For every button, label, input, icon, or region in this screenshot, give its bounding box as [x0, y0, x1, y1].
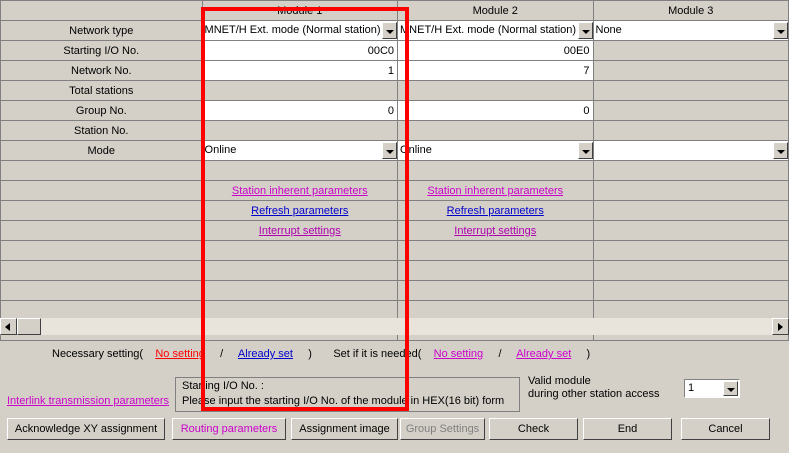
hint-title: Starting I/O No. :	[182, 380, 264, 392]
refresh-parameters-module-1[interactable]	[202, 201, 397, 221]
station-no-module-3	[593, 121, 789, 141]
valid-module-line-2: during other station access	[528, 388, 660, 400]
row-label-total-stations: Total stations	[1, 81, 203, 101]
refresh-parameters-module-3	[593, 201, 789, 221]
table-row	[1, 261, 789, 281]
total-stations-module-1	[202, 81, 397, 101]
table-row	[1, 41, 789, 61]
table-row	[1, 181, 789, 201]
station-inherent-parameters-module-1[interactable]	[202, 181, 397, 201]
chevron-down-icon[interactable]	[773, 142, 788, 159]
network-no-module-1[interactable]: 1	[202, 61, 397, 81]
empty-cell-module-2	[398, 281, 593, 301]
interrupt-settings-link[interactable]: Interrupt settings	[454, 224, 537, 237]
scrollbar-thumb[interactable]	[17, 318, 41, 335]
station-no-module-1	[202, 121, 397, 141]
header-module-2[interactable]: Module 2	[398, 1, 593, 21]
network-type-module-2[interactable]	[398, 21, 593, 41]
interrupt-settings-module-2[interactable]	[398, 221, 593, 241]
header-corner	[1, 1, 203, 21]
interrupt-settings-module-1[interactable]	[202, 221, 397, 241]
mode-module-1[interactable]	[202, 141, 397, 161]
network-type-module-3[interactable]	[593, 21, 789, 41]
row-label-refresh-parameters	[1, 201, 203, 221]
legend-no-setting-1: No setting	[155, 348, 205, 360]
starting-io-no-module-1[interactable]: 00C0	[202, 41, 397, 61]
empty-row-label	[1, 241, 203, 261]
empty-cell-module-2	[398, 241, 593, 261]
station-no-module-2	[398, 121, 593, 141]
legend-needed-label: Set if it is needed(	[333, 348, 422, 360]
empty-cell-module-1	[202, 281, 397, 301]
total-stations-module-2	[398, 81, 593, 101]
table-row	[1, 281, 789, 301]
table-row	[1, 121, 789, 141]
acknowledge-xy-assignment-button[interactable]: Acknowledge XY assignment	[7, 418, 165, 440]
spacer-label	[1, 161, 203, 181]
station-inherent-parameters-module-2[interactable]	[398, 181, 593, 201]
button-row	[0, 418, 789, 444]
interrupt-settings-module-3	[593, 221, 789, 241]
network-type-module-1[interactable]	[202, 21, 397, 41]
empty-cell-module-3	[593, 281, 789, 301]
network-type-module-1-value: MNET/H Ext. mode (Normal station)	[204, 24, 381, 36]
group-no-module-1[interactable]: 0	[202, 101, 397, 121]
starting-io-no-module-2[interactable]: 00E0	[398, 41, 593, 61]
refresh-parameters-module-2[interactable]	[398, 201, 593, 221]
routing-parameters-button[interactable]: Routing parameters	[172, 418, 286, 440]
network-type-module-2-value: MNET/H Ext. mode (Normal station)	[400, 24, 577, 36]
station-inherent-parameters-link[interactable]: Station inherent parameters	[427, 184, 564, 197]
valid-module-selected-value: 1	[688, 382, 695, 394]
row-label-group-no: Group No.	[1, 101, 203, 121]
header-module-3[interactable]: Module 3	[593, 1, 789, 21]
legend-row	[0, 345, 789, 371]
scroll-left-arrow-icon[interactable]	[0, 318, 17, 335]
check-button[interactable]: Check	[489, 418, 578, 440]
row-label-starting-io-no: Starting I/O No.	[1, 41, 203, 61]
empty-cell-module-1	[202, 261, 397, 281]
header-module-1[interactable]: Module 1	[202, 1, 397, 21]
row-label-network-no: Network No.	[1, 61, 203, 81]
legend-already-set-2: Already set	[516, 348, 572, 360]
scrollbar-track[interactable]	[17, 318, 772, 335]
row-label-mode: Mode	[1, 141, 203, 161]
station-inherent-parameters-module-3	[593, 181, 789, 201]
table-row	[1, 141, 789, 161]
row-label-station-inherent	[1, 181, 203, 201]
spacer-module-2	[398, 161, 593, 181]
table-row	[1, 61, 789, 81]
row-label-network-type: Network type	[1, 21, 203, 41]
chevron-down-icon[interactable]	[578, 22, 593, 39]
network-no-module-2[interactable]: 7	[398, 61, 593, 81]
table-row	[1, 221, 789, 241]
group-no-module-2[interactable]: 0	[398, 101, 593, 121]
legend-close-1: )	[308, 348, 312, 360]
assignment-image-button[interactable]: Assignment image	[291, 418, 398, 440]
scroll-right-arrow-icon[interactable]	[772, 318, 789, 335]
interlink-transmission-parameters-link[interactable]: Interlink transmission parameters	[7, 395, 170, 407]
spacer-module-1	[202, 161, 397, 181]
chevron-down-icon[interactable]	[723, 381, 738, 396]
refresh-parameters-link[interactable]: Refresh parameters	[251, 204, 349, 217]
valid-module-select[interactable]	[684, 379, 740, 398]
horizontal-scrollbar[interactable]	[0, 318, 789, 335]
group-no-module-3	[593, 101, 789, 121]
cancel-button[interactable]: Cancel	[681, 418, 770, 440]
legend-necessary-label: Necessary setting(	[52, 348, 144, 360]
chevron-down-icon[interactable]	[382, 142, 397, 159]
network-no-module-3	[593, 61, 789, 81]
row-label-interrupt-settings	[1, 221, 203, 241]
table-row	[1, 21, 789, 41]
grid-header-row	[1, 1, 789, 21]
table-row	[1, 101, 789, 121]
valid-module-label	[528, 375, 659, 401]
station-inherent-parameters-link[interactable]: Station inherent parameters	[231, 184, 368, 197]
chevron-down-icon[interactable]	[773, 22, 788, 39]
starting-io-no-module-3	[593, 41, 789, 61]
empty-row-label	[1, 261, 203, 281]
chevron-down-icon[interactable]	[578, 142, 593, 159]
mode-module-2[interactable]	[398, 141, 593, 161]
group-settings-button: Group Settings	[400, 418, 485, 440]
hint-box	[175, 377, 520, 412]
empty-cell-module-3	[593, 241, 789, 261]
mode-module-2-value: Online	[400, 144, 432, 156]
empty-cell-module-2	[398, 261, 593, 281]
legend-separator-2: /	[498, 348, 502, 360]
mode-module-1-value: Online	[204, 144, 237, 156]
table-row	[1, 241, 789, 261]
network-type-module-3-value: None	[595, 24, 622, 36]
interrupt-settings-link[interactable]: Interrupt settings	[258, 224, 341, 237]
end-button[interactable]: End	[583, 418, 672, 440]
legend-separator-1: /	[220, 348, 224, 360]
table-row	[1, 201, 789, 221]
legend-no-setting-2: No setting	[433, 348, 484, 360]
valid-module-line-1: Valid module	[528, 375, 591, 387]
refresh-parameters-link[interactable]: Refresh parameters	[446, 204, 544, 217]
legend-already-set-1: Already set	[237, 348, 293, 360]
mode-module-3[interactable]	[593, 141, 789, 161]
legend-close-2: )	[586, 348, 591, 360]
hint-text: Please input the starting I/O No. of the module in HEX(16 bit) form	[182, 395, 505, 407]
chevron-down-icon[interactable]	[382, 22, 397, 39]
empty-cell-module-3	[593, 261, 789, 281]
empty-cell-module-1	[202, 241, 397, 261]
spacer-module-3	[593, 161, 789, 181]
empty-row-label	[1, 281, 203, 301]
total-stations-module-3	[593, 81, 789, 101]
table-row	[1, 161, 789, 181]
table-row	[1, 81, 789, 101]
row-label-station-no: Station No.	[1, 121, 203, 141]
